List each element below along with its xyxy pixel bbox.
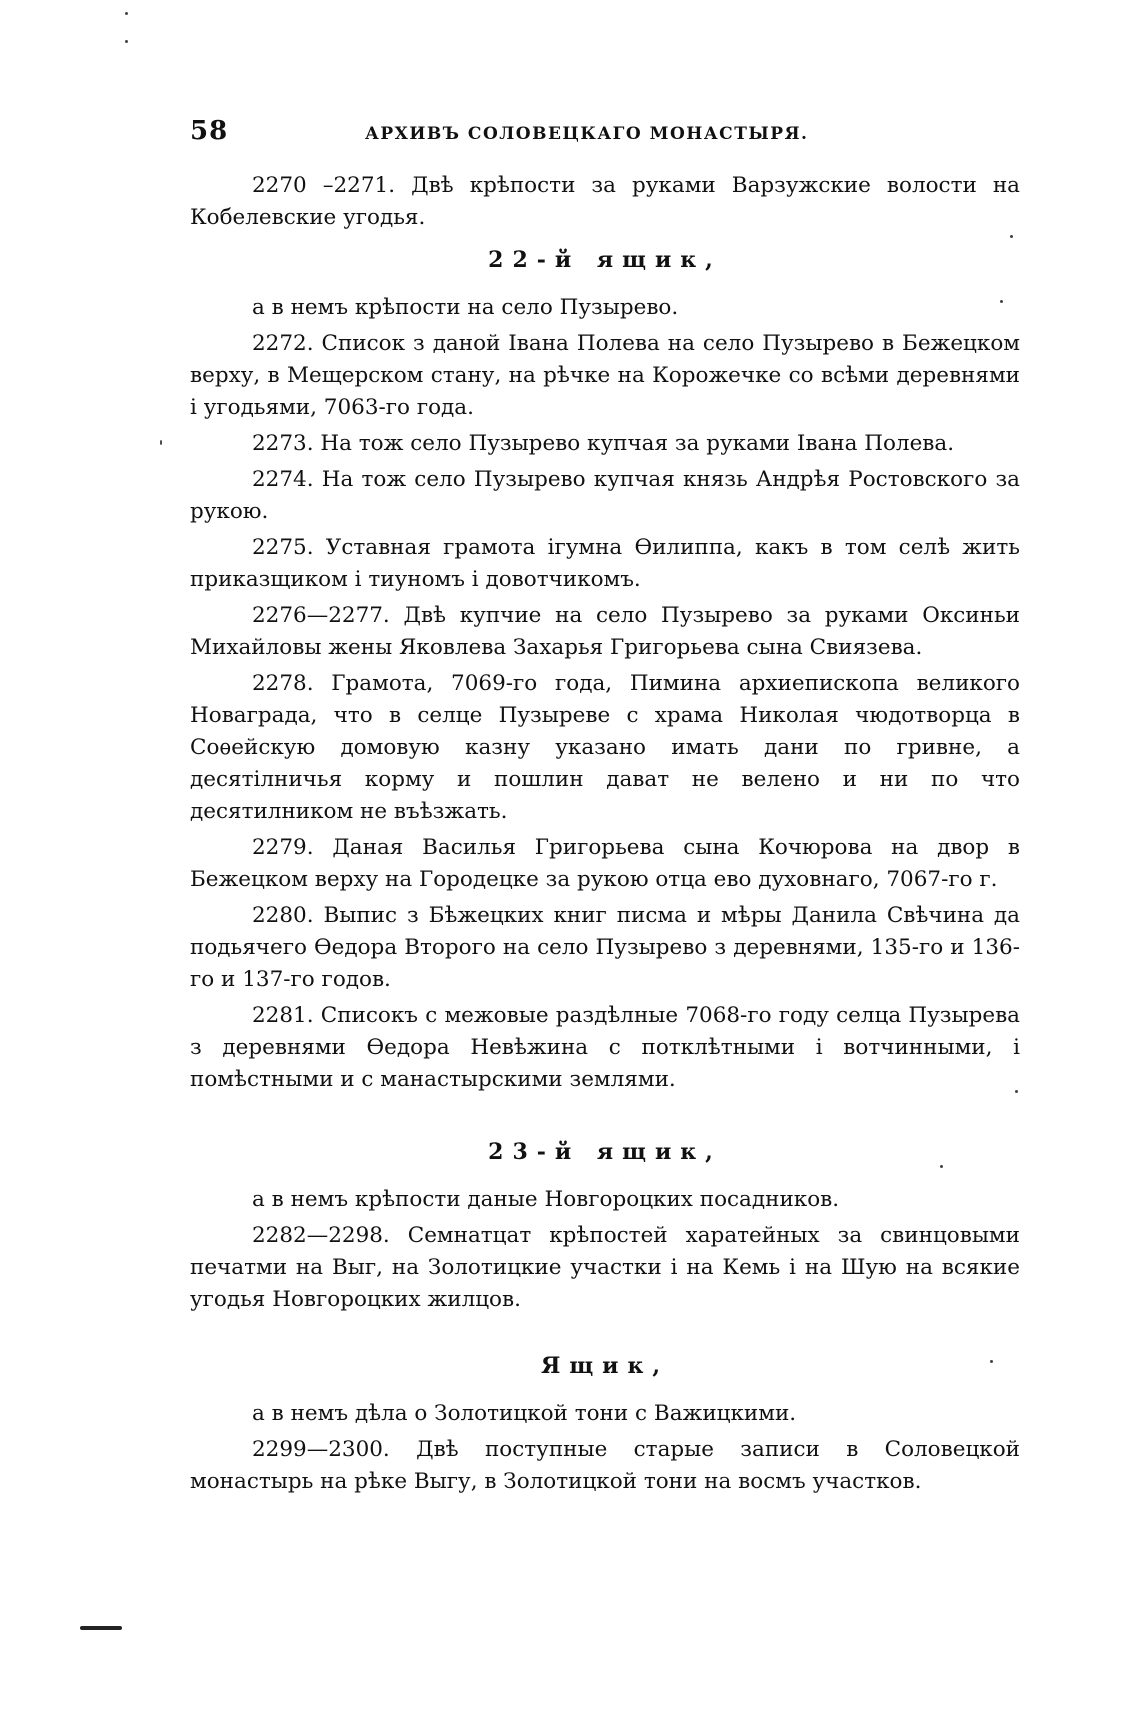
entry-2270-2271: 2270 –2271. Двѣ крѣпости за руками Варзужские волости на Кобелевские угодья.	[190, 173, 1020, 230]
entry-2274: 2274. На тож село Пузырево купчая князь Андрѣя Ростовского за рукою.	[190, 467, 1020, 524]
scan-speck	[1010, 235, 1013, 238]
box-heading: Ящик,	[540, 1353, 670, 1379]
scan-speck	[940, 1165, 943, 1168]
scan-speck	[125, 12, 128, 15]
entry-2281: 2281. Списокъ с межовые раздѣлные 7068-го году селца Пузырева з деревнями Ѳедора Невѣжина с потклѣтными і вотчинными, і помѣстными и с манастырскими землями.	[190, 1003, 1020, 1092]
scan-speck	[1015, 1090, 1018, 1093]
scan-mark	[80, 1626, 122, 1630]
box-23-heading: 23-й ящик,	[488, 1139, 722, 1165]
page-body	[190, 170, 1020, 1502]
page-number: 58	[190, 116, 229, 146]
scan-speck	[160, 440, 162, 445]
entry-2275: 2275. Уставная грамота ігумна Ѳилиппа, какъ в том селѣ жить приказщиком і тиуномъ і довотчикомъ.	[190, 535, 1020, 592]
page-header	[190, 116, 1030, 152]
entry-2272: 2272. Список з даной Івана Полева на село Пузырево в Бежецком верху, в Мещерском стану, на рѣчке на Корожечке со всѣми деревнями і угодьями, 7063-го года.	[190, 331, 1020, 420]
scan-speck	[1000, 300, 1003, 303]
box-23-subheading: а в немъ крѣпости даные Новгороцких посадников.	[252, 1187, 840, 1212]
scan-speck	[990, 1360, 993, 1363]
entry-2282-2298: 2282—2298. Семнатцат крѣпостей харатейных за свинцовыми печатми на Выг, на Золотицкие участки і на Кемь і на Шую на всякие угодья Новгороцких жилцов.	[190, 1223, 1020, 1312]
entry-2280: 2280. Выпис з Бѣжецких книг писма и мѣры Данила Свѣчина да подьячего Ѳедора Второго на село Пузырево з деревнями, 135-го и 136-го и 137-го годов.	[190, 903, 1020, 992]
entry-2273: 2273. На тож село Пузырево купчая за руками Івана Полева.	[252, 431, 955, 456]
box-22-subheading: а в немъ крѣпости на село Пузырево.	[252, 295, 679, 320]
entry-2299-2300: 2299—2300. Двѣ поступные старые записи в Соловецкой монастырь на рѣке Выгу, в Золотицкой тони на восмъ участков.	[190, 1437, 1020, 1494]
entry-2278: 2278. Грамота, 7069-го года, Пимина архиепископа великого Новаграда, что в селце Пузыреве с храма Николая чюдотворца в Соѳейскую домовую казну указано имать дани по гривне, а десятілничья корму и пошлин дават не велено и ни по что десятилником не въѣзжать.	[190, 671, 1020, 824]
running-head: АРХИВЪ СОЛОВЕЦКАГО МОНАСТЫРЯ.	[365, 124, 809, 144]
box-22-heading: 22-й ящик,	[488, 247, 722, 273]
box-subheading: а в немъ дѣла о Золотицкой тони с Важицкими.	[252, 1401, 797, 1426]
entry-2276-2277: 2276—2277. Двѣ купчие на село Пузырево за руками Оксиньи Михайловы жены Яковлева Захарья Григорьева сына Свиязева.	[190, 603, 1020, 660]
scan-speck	[125, 40, 128, 43]
entry-2279: 2279. Даная Василья Григорьева сына Кочюрова на двор в Бежецком верху на Городецке за рукою отца ево духовнаго, 7067-го г.	[190, 835, 1020, 892]
